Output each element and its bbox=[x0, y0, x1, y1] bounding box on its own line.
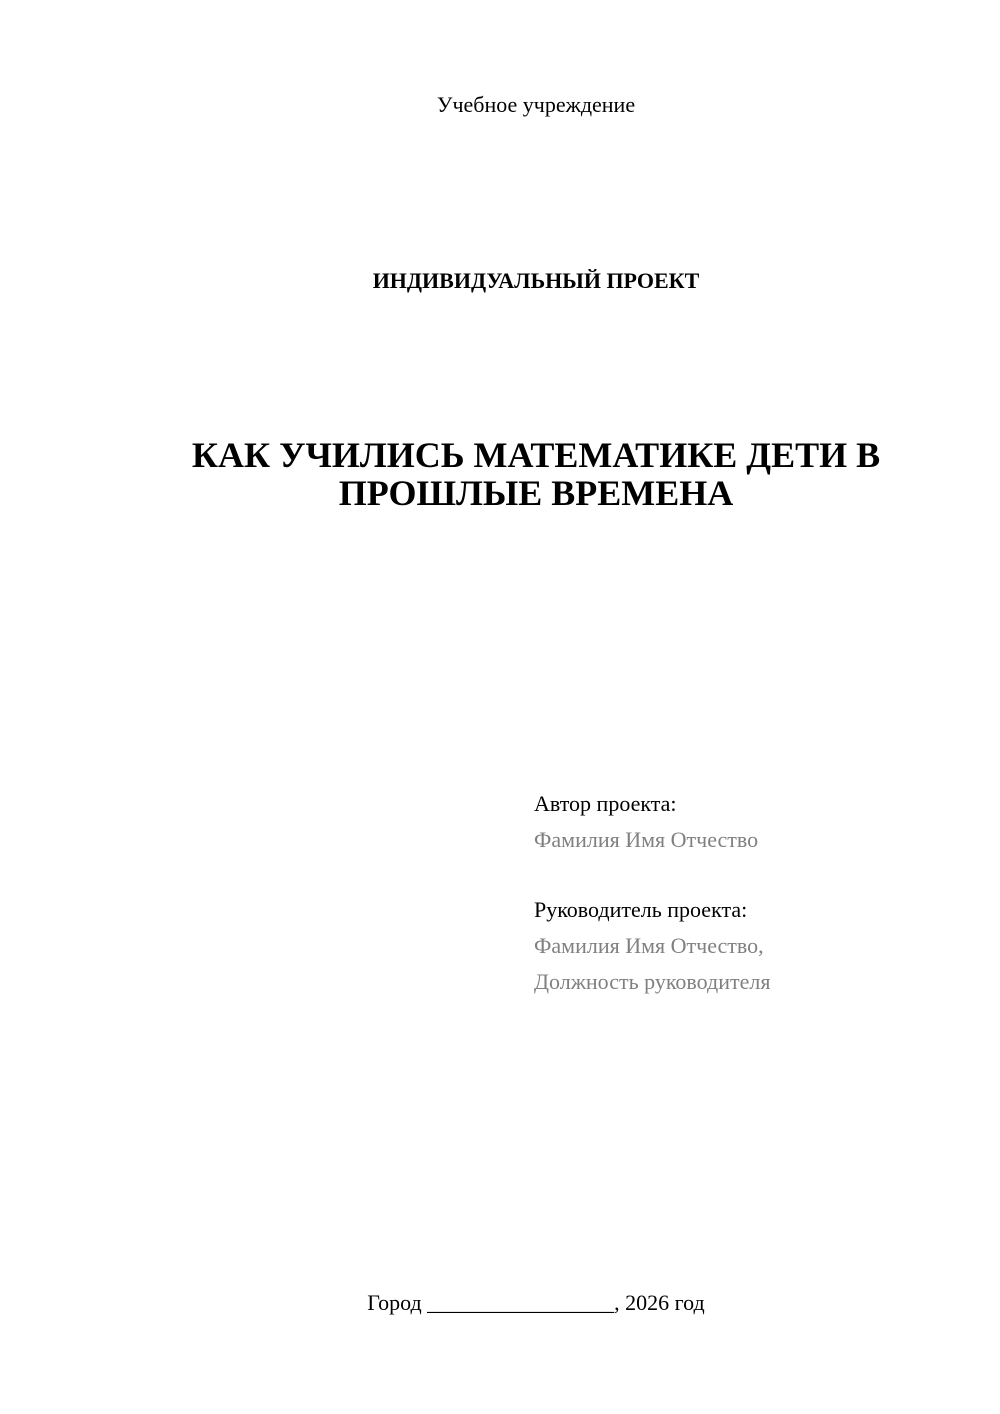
project-type-heading: ИНДИВИДУАЛЬНЫЙ ПРОЕКТ bbox=[372, 268, 700, 293]
author-label: Автор проекта: bbox=[534, 791, 677, 816]
supervisor-name: Фамилия Имя Отчество, bbox=[534, 933, 764, 958]
project-title-line-2: ПРОШЛЫЕ ВРЕМЕНА bbox=[338, 473, 734, 513]
city-label: Город bbox=[367, 1290, 422, 1315]
project-title-line-1: КАК УЧИЛИСЬ МАТЕМАТИКЕ ДЕТИ В bbox=[191, 435, 881, 475]
project-title bbox=[150, 436, 922, 512]
city-year-line bbox=[0, 1288, 1000, 1318]
author-name: Фамилия Имя Отчество bbox=[534, 827, 759, 852]
institution-name: Учебное учреждение bbox=[436, 92, 636, 117]
author-block bbox=[534, 786, 758, 858]
supervisor-block bbox=[534, 892, 770, 1000]
supervisor-position: Должность руководителя bbox=[534, 969, 771, 994]
supervisor-label: Руководитель проекта: bbox=[534, 897, 748, 922]
year-text: , 2026 год bbox=[614, 1290, 705, 1315]
city-blank: _________________ bbox=[427, 1290, 615, 1315]
